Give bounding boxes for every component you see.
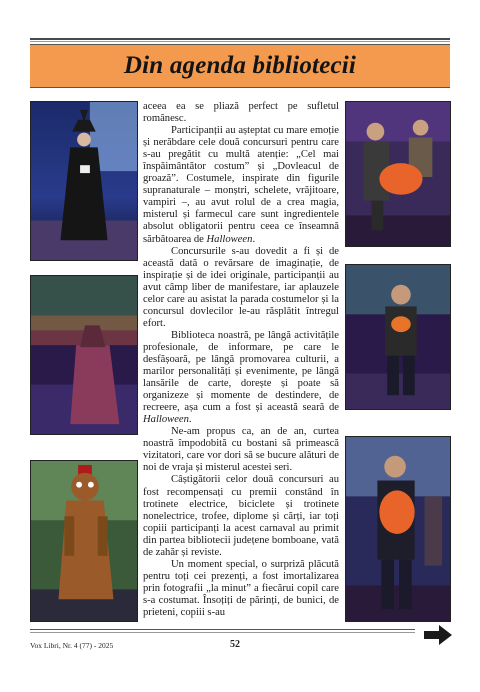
article-body [143,101,339,621]
section-header [30,44,450,88]
paragraph: Un moment special, o surpriză plăcută pentru toți cei prezenți, a fost imortalizarea prin fotografii „la minut” a fiecărui copil care s-a costumat. Însoțiți de părinți, de bunici, de prieteni, copiii s-au [143,558,339,618]
paragraph: Ne-am propus ca, an de an, curtea noastră împodobită cu bostani să primească vizitatori, care vor dori să se bucure alături de noi de vraja și misterul acestei seri. [143,426,339,474]
photo-animatronic-bear [30,460,138,622]
photo-witch-costume [30,101,138,261]
photo-costume-stage [30,275,138,435]
paragraph: Biblioteca noastră, pe lângă activitățile profesionale, de informare, pe care le desfășoară, pe lângă promovarea culturii, a marilor personalități și evenimente, pe lângă lansările de carte, dorește și poate să organizeze și momente de destindere, de recreere, așa cum a fost și această seară de Halloween. [143,329,339,426]
photo-boy-pumpkin-mask [345,436,451,622]
top-rule-thin [30,41,450,42]
section-title: Din agenda bibliotecii [123,52,357,79]
photo-pumpkin-costume [345,101,451,247]
paragraph: Participanții au așteptat cu mare emoție și nerăbdare cele două concursuri pentru care s-au pregătit cu multă atenție: „Cel mai înspăimântător costum” și „Dovleacul de groază”. Costumele, inspirate din figurile supranaturale – monștri, schelete, vrăjitoare, vampiri –, au avut rolul de a crea magia, misterul și farmecul care sunt ingredientele absolut obligatorii pentru ceea ce înseamnă sărbătoarea de Halloween. [143,125,339,245]
photo-boy-pumpkin-shirt [345,264,451,410]
paragraph: Concursurile s-au dovedit a fi și de această dată o revărsare de imaginație, de inspirație și de idei originale, participanții au avut câmp liber de manifestare, iar aplauzele celor care au asistat la parada costumelor și la concursul dovlecilor le-au răsplătit întregul efort. [143,245,339,329]
arrow-right-icon[interactable] [424,625,452,645]
journal-issue: Vox Libri, Nr. 4 (77) - 2025 [30,641,114,650]
footer-rule-thin [30,632,415,633]
paragraph: aceea ea se pliază perfect pe sufletul românesc. [143,101,339,125]
paragraph: Câștigătorii celor două concursuri au fost recompensați cu premii constând în trotinete electrice, biciclete și trotinete nonelectrice, trofee, diplome și cărți, iar toți copiii participanți la acest carnaval au primit din partea bibliotecii județene bomboane, vată de zahăr și reviste. [143,474,339,558]
top-rule [30,38,450,40]
page-number: 52 [230,639,240,650]
footer-rule [30,629,415,630]
